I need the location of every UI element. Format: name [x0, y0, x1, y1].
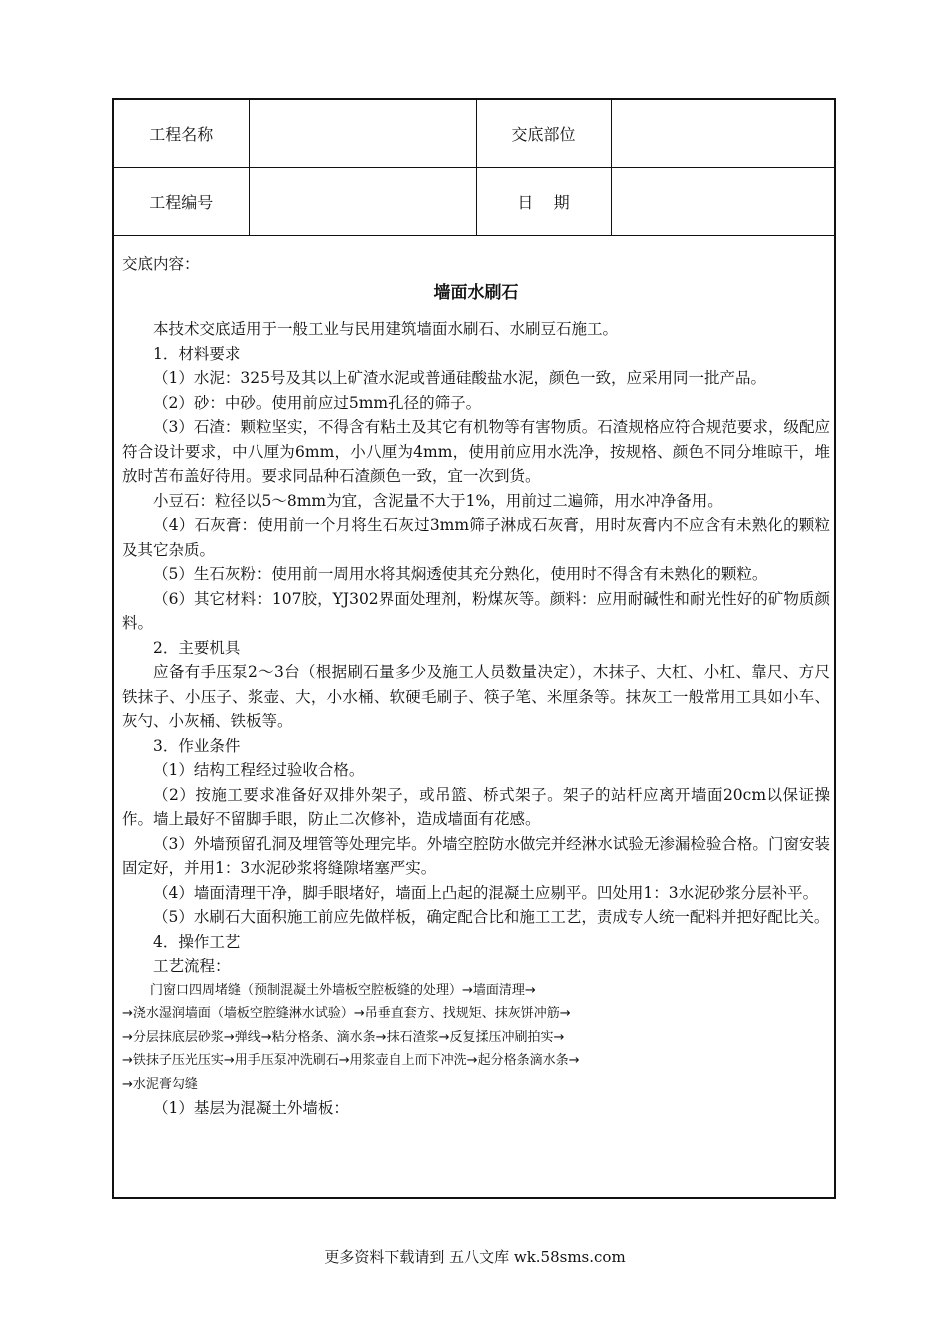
date-value — [611, 168, 834, 236]
header-table — [114, 100, 834, 236]
document-title: 墙面水刷石 — [433, 282, 519, 303]
flow-line: →浇水湿润墙面（墙板空腔缝淋水试验）→吊垂直套方、找规矩、抹灰饼冲筋→ — [122, 1006, 571, 1021]
project-name-label: 工程名称 — [114, 100, 249, 168]
paragraph: （5）水刷石大面积施工前应先做样板，确定配合比和施工工艺，责成专人统一配料并把好配比关。 — [153, 908, 830, 926]
paragraph: 4．操作工艺 — [153, 932, 241, 951]
paragraph: （1）水泥：325号及其以上矿渣水泥或普通硅酸盐水泥，颜色一致，应采用同一批产品。 — [153, 369, 766, 387]
project-number-label: 工程编号 — [114, 168, 249, 236]
paragraph: （2）砂：中砂。使用前应过5mm孔径的筛子。 — [153, 393, 482, 412]
paragraph: 1．材料要求 — [153, 344, 241, 363]
paragraph: 本技术交底适用于一般工业与民用建筑墙面水刷石、水刷豆石施工。 — [153, 320, 619, 338]
paragraph-list — [122, 317, 830, 979]
paragraph: 应备有手压泵2～3台（根据刷石量多少及施工人员数量决定），木抹子、大杠、小杠、靠尺、方尺铁抹子、小压子、浆壶、大，小水桶、软硬毛刷子、筷子笔、米厘条等。抹灰工一般常用工具如小车、灰勺、小灰桶、铁板等。 — [122, 663, 830, 730]
paragraph: 小豆石：粒径以5～8mm为宜，含泥量不大于1%，用前过二遍筛，用水冲净备用。 — [153, 491, 723, 510]
handover-content — [122, 252, 830, 1121]
paragraph: （6）其它材料：107胶，YJ302界面处理剂，粉煤灰等。颜料：应用耐碱性和耐光性好的矿物质颜料。 — [122, 589, 830, 632]
date-label: 日 期 — [476, 168, 611, 236]
paragraph: 2．主要机具 — [153, 638, 241, 657]
footer-watermark: 更多资料下载请到 五八文库 wk.58sms.com — [324, 1248, 626, 1266]
project-name-value — [249, 100, 476, 168]
paragraph: 3．作业条件 — [153, 736, 241, 755]
paragraph: （2）按施工要求准备好双排外架子，或吊篮、桥式架子。架子的站杆应离开墙面20cm以保证操作。墙上最好不留脚手眼，防止二次修补，造成墙面有花感。 — [122, 785, 830, 828]
header-row-1 — [114, 100, 834, 168]
paragraph-last: （1）基层为混凝土外墙板： — [153, 1099, 349, 1117]
content-label: 交底内容： — [122, 255, 200, 273]
project-number-value — [249, 168, 476, 236]
paragraph: （4）石灰膏：使用前一个月将生石灰过3mm筛子淋成石灰膏，用时灰膏内不应含有未熟化的颗粒及其它杂质。 — [122, 516, 830, 559]
paragraph: （3）外墙预留孔洞及埋管等处理完毕。外墙空腔防水做完并经淋水试验无渗漏检验合格。门窗安装固定好，并用1：3水泥砂浆将缝隙堵塞严实。 — [122, 834, 830, 877]
flow-line: →分层抹底层砂浆→弹线→粘分格条、滴水条→抹石渣浆→反复揉压冲刷拍实→ — [122, 1029, 565, 1045]
paragraph: （3）石渣：颗粒坚实，不得含有粘土及其它有机物等有害物质。石渣规格应符合规范要求，级配应符合设计要求，中八厘为6mm，小八厘为4mm，使用前应用水洗净，按规格、颜色不同分堆晾干，堆放时苫布盖好待用。要求同品种石渣颜色一致，宜一次到货。 — [122, 418, 830, 485]
process-flow — [122, 979, 830, 1097]
flow-line: →水泥膏勾缝 — [122, 1076, 198, 1092]
paragraph: （1）结构工程经过验收合格。 — [153, 761, 365, 779]
flow-line: 门窗口四周堵缝（预制混凝土外墙板空腔板缝的处理）→墙面清理→ — [150, 982, 536, 998]
handover-part-label: 交底部位 — [476, 100, 611, 168]
handover-sheet — [112, 98, 836, 1199]
handover-part-value — [611, 100, 834, 168]
paragraph: （5）生石灰粉：使用前一周用水将其焖透使其充分熟化，使用时不得含有未熟化的颗粒。 — [153, 565, 768, 583]
header-row-2 — [114, 168, 834, 236]
paragraph: （4）墙面清理干净，脚手眼堵好，墙面上凸起的混凝土应剔平。凹处用1：3水泥砂浆分层补平。 — [153, 883, 819, 902]
flow-line: →铁抹子压光压实→用手压泵冲洗刷石→用浆壶自上而下冲洗→起分格条滴水条→ — [122, 1053, 580, 1068]
paragraph: 工艺流程： — [153, 957, 231, 975]
